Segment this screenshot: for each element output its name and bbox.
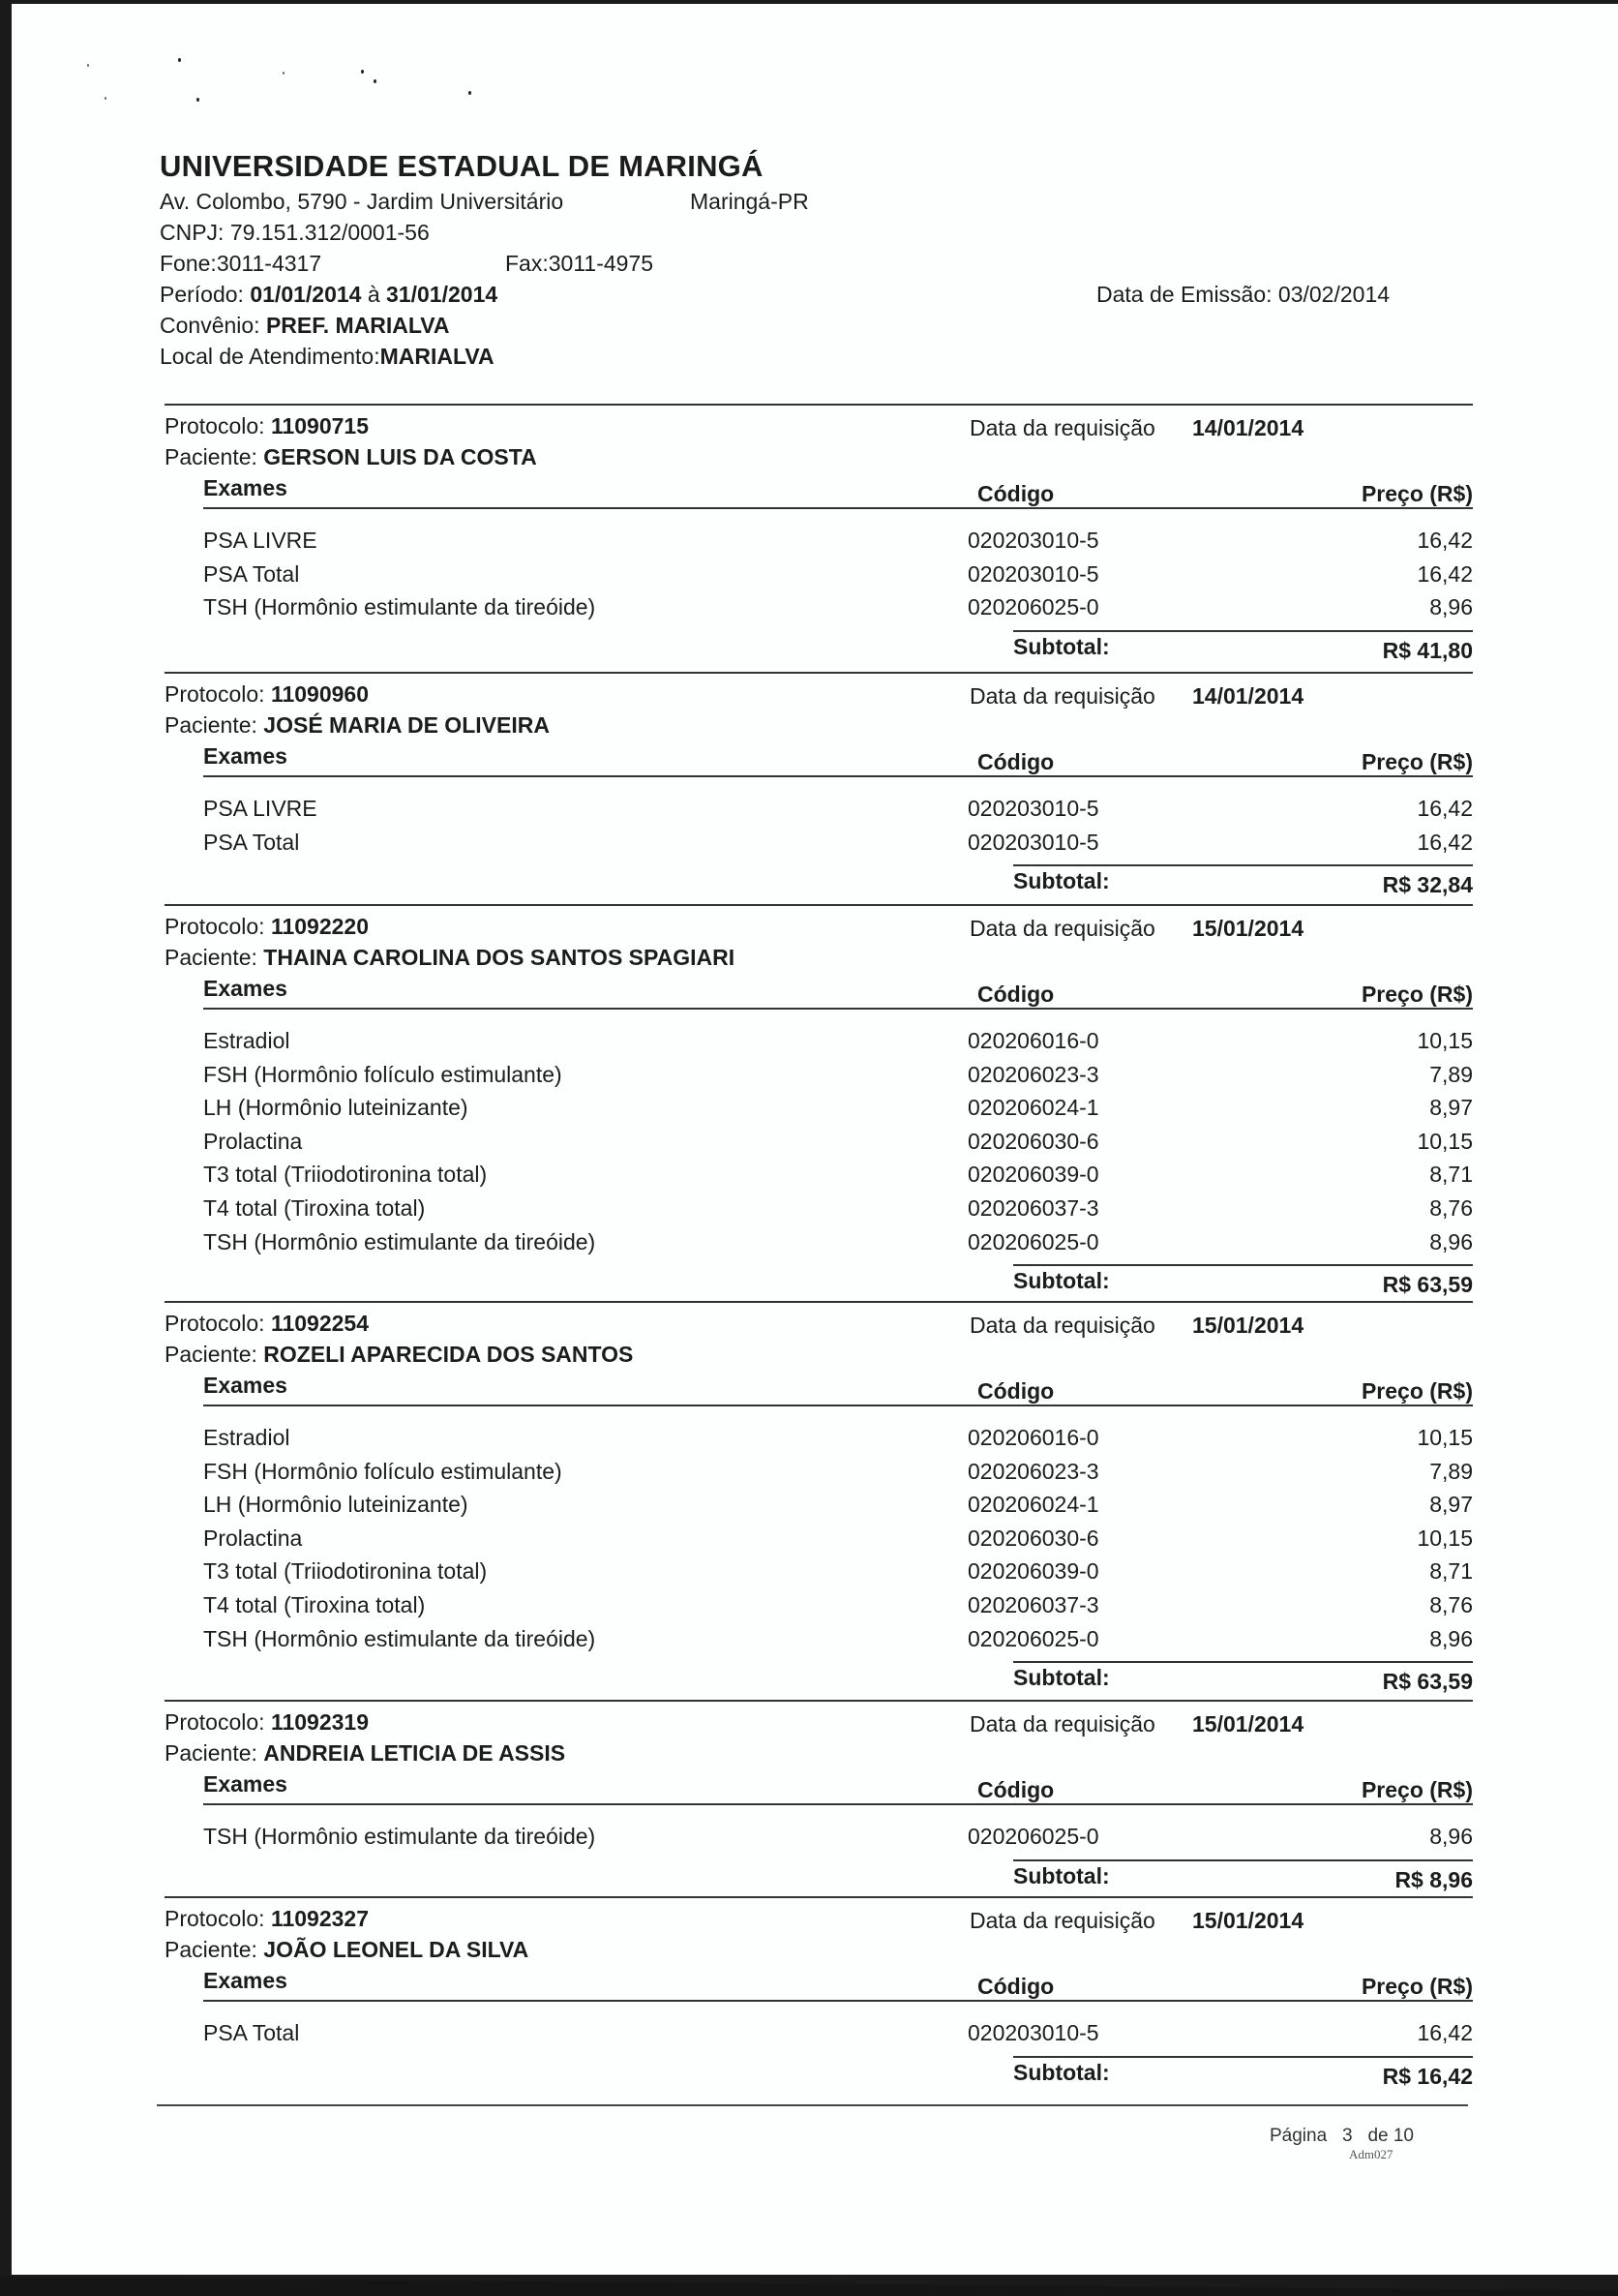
exams-column-header: Exames	[203, 475, 287, 500]
code-column-header: Código	[977, 982, 1055, 1007]
subtotal-rule	[1013, 1859, 1473, 1861]
period-separator: à	[367, 282, 380, 307]
exam-row	[203, 2020, 1473, 2053]
request-date-label: Data da requisição	[970, 683, 1155, 709]
exam-name: FSH (Hormônio folículo estimulante)	[203, 1061, 562, 1087]
exams-column-header: Exames	[203, 976, 287, 1001]
exam-price: 10,15	[1417, 1128, 1473, 1154]
cnpj-value: 79.151.312/0001-56	[229, 220, 430, 245]
exam-row	[203, 1459, 1473, 1492]
exam-name: LH (Hormônio luteinizante)	[203, 1095, 468, 1121]
exam-row	[203, 1195, 1473, 1228]
exam-row	[203, 1062, 1473, 1095]
exam-row	[203, 1162, 1473, 1194]
section-rule	[165, 672, 1473, 674]
exam-row	[203, 1129, 1473, 1162]
cnpj-line	[160, 217, 1456, 248]
exam-name: Estradiol	[203, 1028, 290, 1053]
protocol-label: Protocolo:	[165, 1311, 265, 1336]
patient-name: JOSÉ MARIA DE OLIVEIRA	[263, 712, 550, 738]
protocol-number: 11090960	[270, 681, 370, 707]
exam-code: 020206024-1	[968, 1095, 1099, 1121]
exam-code: 020206025-0	[968, 1228, 1099, 1254]
exam-row	[203, 1028, 1473, 1061]
exam-row	[203, 594, 1473, 627]
exam-code: 020206039-0	[968, 1558, 1099, 1585]
exam-code: 020206025-0	[968, 1824, 1099, 1849]
exam-price: 8,96	[1429, 1824, 1473, 1849]
scan-speck	[105, 97, 106, 100]
protocol-row	[165, 912, 1473, 941]
exam-row	[203, 796, 1473, 829]
subtotal-value: R$ 8,96	[1394, 1866, 1473, 1892]
exam-code: 020206039-0	[968, 1162, 1099, 1188]
request-date: 15/01/2014	[1192, 1313, 1304, 1338]
code-column-header: Código	[977, 1378, 1055, 1404]
protocol-label: Protocolo:	[165, 413, 265, 438]
exam-row	[203, 1095, 1473, 1128]
code-column-header: Código	[977, 749, 1055, 774]
patient-label: Paciente:	[165, 1740, 257, 1766]
scanned-page	[12, 4, 1618, 2275]
request-date: 15/01/2014	[1192, 1908, 1304, 1933]
patient-row	[165, 1738, 1473, 1767]
patient-row	[165, 1935, 1473, 1964]
document-header	[160, 147, 1456, 372]
exam-price: 10,15	[1417, 1425, 1473, 1450]
subtotal-value: R$ 41,80	[1382, 637, 1473, 663]
cnpj-label: CNPJ:	[160, 220, 225, 245]
exam-price: 16,42	[1417, 796, 1473, 821]
exam-row	[203, 1526, 1473, 1558]
period-end: 31/01/2014	[386, 282, 498, 307]
exam-row	[203, 1229, 1473, 1262]
exam-name: TSH (Hormônio estimulante da tireóide)	[203, 1824, 596, 1849]
exam-code: 020206024-1	[968, 1492, 1099, 1518]
exam-code: 020206023-3	[968, 1061, 1099, 1087]
protocol-label: Protocolo:	[165, 681, 265, 707]
header-rule	[203, 507, 1473, 509]
section-rule	[165, 1301, 1473, 1303]
scan-speck	[87, 64, 89, 67]
page-end-rule	[157, 2104, 1468, 2106]
exam-price: 16,42	[1417, 560, 1473, 587]
protocol-number: 11092327	[270, 1906, 370, 1931]
request-date-label: Data da requisição	[970, 415, 1155, 440]
exam-price: 7,89	[1429, 1061, 1473, 1087]
subtotal-label: Subtotal:	[1013, 2059, 1110, 2085]
subtotal-rule	[1013, 2056, 1473, 2058]
header-rule	[203, 775, 1473, 777]
section-rule	[165, 904, 1473, 906]
exam-name: T4 total (Tiroxina total)	[203, 1195, 426, 1221]
exam-price: 16,42	[1417, 2020, 1473, 2045]
subtotal-label: Subtotal:	[1013, 1665, 1110, 1691]
scan-speck	[178, 58, 181, 62]
patient-label: Paciente:	[165, 712, 257, 738]
exam-price: 8,96	[1429, 1228, 1473, 1254]
period-start: 01/01/2014	[250, 282, 362, 307]
address-line	[160, 186, 1456, 217]
scan-speck	[196, 98, 199, 102]
request-date-label: Data da requisição	[970, 1711, 1155, 1737]
exams-column-header: Exames	[203, 1771, 287, 1797]
exam-code: 020206037-3	[968, 1195, 1099, 1221]
page-label: Página	[1270, 2126, 1328, 2146]
phone-label: Fone:	[160, 251, 217, 276]
contact-line	[160, 248, 1456, 279]
protocol-label: Protocolo:	[165, 1709, 265, 1735]
exam-code: 020206030-6	[968, 1128, 1099, 1154]
issue-date: 03/02/2014	[1277, 282, 1391, 307]
exam-name: Estradiol	[203, 1425, 290, 1450]
section-rule	[165, 404, 1473, 406]
exam-name: LH (Hormônio luteinizante)	[203, 1492, 468, 1518]
scan-speck	[361, 70, 364, 74]
exam-code: 020206030-6	[968, 1525, 1099, 1551]
protocol-row	[165, 1904, 1473, 1933]
price-column-header: Preço (R$)	[1361, 481, 1473, 506]
exams-column-header: Exames	[203, 1373, 287, 1398]
exams-column-header: Exames	[203, 743, 287, 769]
exam-row	[203, 830, 1473, 862]
subtotal-rule	[1013, 1661, 1473, 1663]
exam-row	[203, 1626, 1473, 1659]
exam-code: 020206023-3	[968, 1458, 1099, 1484]
subtotal-label: Subtotal:	[1013, 633, 1110, 659]
patient-label: Paciente:	[165, 1937, 257, 1962]
exam-code: 020203010-5	[968, 829, 1099, 855]
exam-code: 020206037-3	[968, 1592, 1099, 1617]
exam-name: PSA Total	[203, 560, 300, 587]
protocol-number: 11090715	[270, 413, 370, 438]
price-column-header: Preço (R$)	[1361, 982, 1473, 1007]
subtotal-rule	[1013, 864, 1473, 866]
period-line	[160, 279, 1456, 310]
request-date-label: Data da requisição	[970, 1313, 1155, 1338]
protocol-number: 11092220	[270, 914, 370, 939]
exam-name: PSA Total	[203, 829, 300, 855]
exam-name: T3 total (Triiodotironina total)	[203, 1558, 488, 1585]
exam-row	[203, 1592, 1473, 1625]
exam-name: TSH (Hormônio estimulante da tireóide)	[203, 594, 596, 620]
fax-label: Fax:	[505, 251, 549, 276]
exam-row	[203, 1558, 1473, 1591]
fax-value: 3011-4975	[548, 251, 654, 276]
protocol-label: Protocolo:	[165, 914, 265, 939]
exam-name: TSH (Hormônio estimulante da tireóide)	[203, 1625, 596, 1651]
patient-name: ROZELI APARECIDA DOS SANTOS	[263, 1342, 634, 1367]
exam-price: 8,97	[1429, 1095, 1473, 1121]
protocol-label: Protocolo:	[165, 1906, 265, 1931]
price-column-header: Preço (R$)	[1361, 749, 1473, 774]
request-date-label: Data da requisição	[970, 1908, 1155, 1933]
exam-name: TSH (Hormônio estimulante da tireóide)	[203, 1228, 596, 1254]
exam-code: 020206025-0	[968, 594, 1099, 620]
protocol-row	[165, 1707, 1473, 1737]
exam-price: 8,97	[1429, 1492, 1473, 1518]
subtotal-label: Subtotal:	[1013, 868, 1110, 894]
patient-name: THAINA CAROLINA DOS SANTOS SPAGIARI	[263, 945, 735, 970]
code-column-header: Código	[977, 1777, 1055, 1802]
patient-name: ANDREIA LETICIA DE ASSIS	[263, 1740, 566, 1766]
exam-name: PSA LIVRE	[203, 796, 317, 821]
exam-code: 020206025-0	[968, 1625, 1099, 1651]
exam-price: 16,42	[1417, 528, 1473, 553]
code-column-header: Código	[977, 1974, 1055, 1999]
subtotal-value: R$ 63,59	[1382, 1272, 1473, 1298]
subtotal-rule	[1013, 630, 1473, 632]
agreement-line	[160, 310, 1456, 341]
exam-code: 020203010-5	[968, 2020, 1099, 2045]
exam-row	[203, 1824, 1473, 1857]
header-rule	[203, 1803, 1473, 1805]
exam-price: 8,71	[1429, 1162, 1473, 1188]
exam-code: 020203010-5	[968, 560, 1099, 587]
location-line	[160, 341, 1456, 372]
exam-name: PSA LIVRE	[203, 528, 317, 553]
protocol-row	[165, 411, 1473, 440]
subtotal-value: R$ 63,59	[1382, 1669, 1473, 1695]
subtotal-value: R$ 32,84	[1382, 872, 1473, 898]
section-rule	[165, 1896, 1473, 1898]
protocol-row	[165, 680, 1473, 709]
patient-row	[165, 943, 1473, 972]
address: Av. Colombo, 5790 - Jardim Universitário	[160, 189, 564, 214]
exam-row	[203, 561, 1473, 594]
patient-label: Paciente:	[165, 945, 257, 970]
header-rule	[203, 1405, 1473, 1406]
protocol-number: 11092319	[270, 1709, 370, 1735]
page-number: 3	[1342, 2126, 1353, 2146]
exam-name: PSA Total	[203, 2020, 300, 2045]
phone-value: 3011-4317	[216, 251, 322, 276]
exam-code: 020206016-0	[968, 1028, 1099, 1053]
code-column-header: Código	[977, 481, 1055, 506]
exam-price: 8,96	[1429, 1625, 1473, 1651]
exam-price: 8,96	[1429, 594, 1473, 620]
patient-label: Paciente:	[165, 444, 257, 469]
patient-row	[165, 442, 1473, 471]
subtotal-label: Subtotal:	[1013, 1862, 1110, 1888]
patient-name: JOÃO LEONEL DA SILVA	[263, 1937, 529, 1962]
scan-speck	[374, 79, 376, 83]
subtotal-label: Subtotal:	[1013, 1268, 1110, 1294]
patient-label: Paciente:	[165, 1342, 257, 1367]
exam-name: T3 total (Triiodotironina total)	[203, 1162, 488, 1188]
exam-code: 020206016-0	[968, 1425, 1099, 1450]
exam-price: 16,42	[1417, 829, 1473, 855]
header-rule	[203, 2000, 1473, 2002]
period-label: Período:	[160, 282, 244, 307]
request-date: 15/01/2014	[1192, 1711, 1304, 1737]
exam-name: Prolactina	[203, 1128, 303, 1154]
exam-code: 020203010-5	[968, 796, 1099, 821]
price-column-header: Preço (R$)	[1361, 1777, 1473, 1802]
scan-speck	[283, 72, 285, 75]
header-rule	[203, 1008, 1473, 1010]
request-date: 14/01/2014	[1192, 415, 1304, 440]
page-of-label: de	[1367, 2126, 1389, 2146]
location-label: Local de Atendimento:	[160, 344, 380, 369]
exam-name: T4 total (Tiroxina total)	[203, 1592, 426, 1617]
exam-row	[203, 1492, 1473, 1525]
exam-name: Prolactina	[203, 1525, 303, 1551]
organization-name: UNIVERSIDADE ESTADUAL DE MARINGÁ	[160, 149, 764, 183]
request-date: 15/01/2014	[1192, 916, 1304, 941]
exam-price: 8,76	[1429, 1592, 1473, 1617]
total-pages: 10	[1393, 2126, 1414, 2146]
request-date: 14/01/2014	[1192, 683, 1304, 709]
exams-column-header: Exames	[203, 1968, 287, 1993]
exam-price: 7,89	[1429, 1458, 1473, 1484]
patient-name: GERSON LUIS DA COSTA	[263, 444, 537, 469]
patient-row	[165, 1340, 1473, 1369]
agreement-value: PREF. MARIALVA	[265, 313, 450, 338]
subtotal-rule	[1013, 1264, 1473, 1266]
section-rule	[165, 1700, 1473, 1702]
request-date-label: Data da requisição	[970, 916, 1155, 941]
exam-price: 10,15	[1417, 1028, 1473, 1053]
agreement-label: Convênio:	[160, 313, 260, 338]
protocol-number: 11092254	[270, 1311, 370, 1336]
exam-name: FSH (Hormônio folículo estimulante)	[203, 1458, 562, 1484]
exam-price: 8,71	[1429, 1558, 1473, 1585]
exam-row	[203, 1425, 1473, 1458]
exam-row	[203, 528, 1473, 560]
form-code: Adm027	[1349, 2147, 1393, 2161]
scan-speck	[468, 91, 471, 95]
page-footer	[1270, 2126, 1414, 2161]
price-column-header: Preço (R$)	[1361, 1974, 1473, 1999]
subtotal-value: R$ 16,42	[1382, 2063, 1473, 2089]
patient-row	[165, 710, 1473, 740]
exam-price: 8,76	[1429, 1195, 1473, 1221]
city: Maringá-PR	[690, 189, 809, 214]
exam-price: 10,15	[1417, 1525, 1473, 1551]
issue-date-label: Data de Emissão:	[1096, 282, 1273, 307]
location-value: MARIALVA	[379, 344, 494, 369]
protocol-row	[165, 1309, 1473, 1338]
exam-code: 020203010-5	[968, 528, 1099, 553]
price-column-header: Preço (R$)	[1361, 1378, 1473, 1404]
